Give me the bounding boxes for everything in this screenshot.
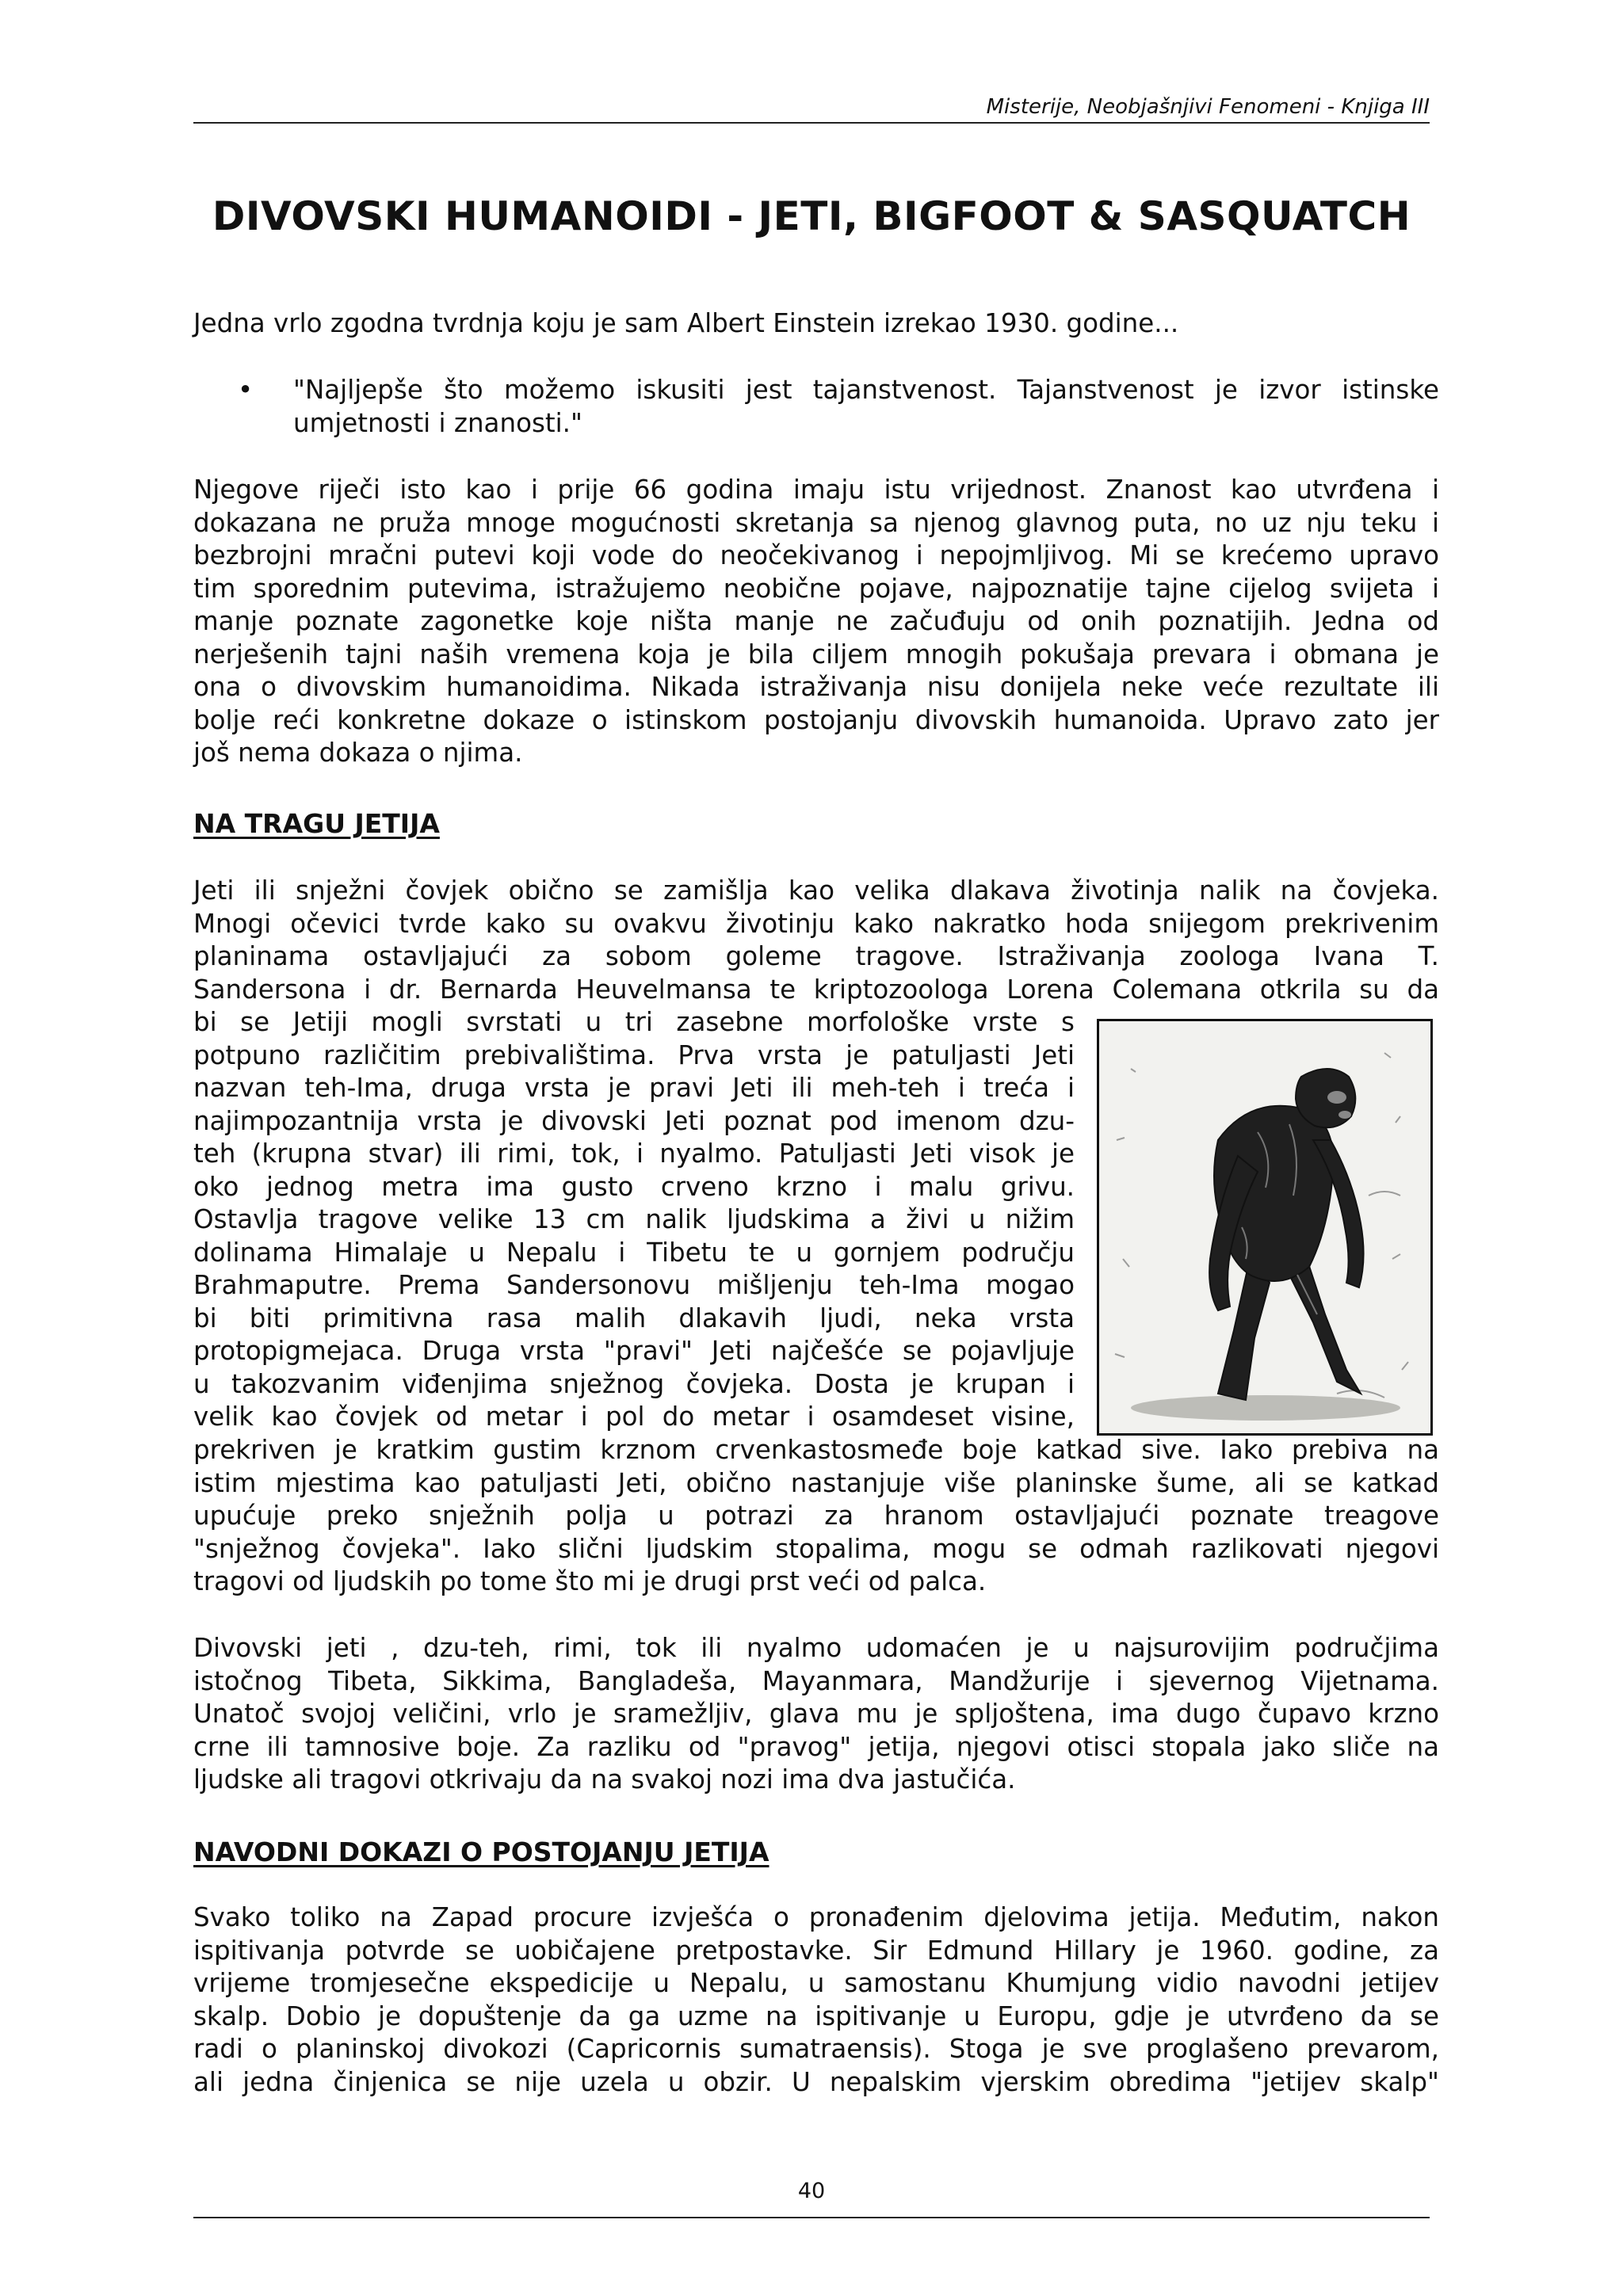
bullet-icon: • — [238, 375, 254, 405]
text-line: Jeti ili snježni čovjek obično se zamišlja kao velika dlakava životinja nalik na čovjeka. — [193, 875, 1439, 906]
text-line: u takozvanim viđenjima snježnog čovjeka. Dosta je krupan i — [193, 1368, 1075, 1399]
text-line: ali jedna činjenica se nije uzela u obzir. U nepalskim vjerskim obredima "jetijev skalp" — [193, 2066, 1439, 2097]
text-line: ljudske ali tragovi otkrivaju da na svakoj nozi ima dva jastučića. — [193, 1764, 1016, 1794]
text-line: tragovi od ljudskih po tome što mi je drugi prst veći od palca. — [193, 1566, 987, 1596]
text-line: potpuno različitim prebivalištima. Prva vrsta je patuljasti Jeti — [193, 1039, 1075, 1070]
text-line: planinama ostavljajući za sobom goleme tragove. Istraživanja zoologa Ivana T. — [193, 941, 1439, 971]
text-line: najimpozantnija vrsta je divovski Jeti poznat pod imenom dzu- — [193, 1105, 1075, 1136]
text-line: Unatoč svojoj veličini, vrlo je sramežljiv, glava mu je spljoštena, ima dugo čupavo krzno — [193, 1699, 1439, 1729]
text-line: radi o planinskoj divokozi (Capricornis sumatraensis). Stoga je sve proglašeno prevarom, — [193, 2034, 1439, 2064]
intro-paragraph: Jedna vrlo zgodna tvrdnja koju je sam Albert Einstein izrekao 1930. godine... — [193, 308, 1179, 338]
text-line: Mnogi očevici tvrde kako su ovakvu životinju kako nakratko hoda snijegom prekrivenim — [193, 908, 1439, 939]
text-line: "snježnog čovjeka". Iako slični ljudskim stopalima, mogu se odmah razlikovati njegovi — [193, 1533, 1439, 1564]
text-line: Svako toliko na Zapad procure izvješća o pronađenim djelovima jetija. Međutim, nakon — [193, 1902, 1439, 1932]
text-line: Sandersona i dr. Bernarda Heuvelmansa te kriptozoologa Lorena Colemana otkrila su da — [193, 974, 1439, 1005]
text-line: Ostavlja tragove velike 13 cm nalik ljudskima a živi u nižim — [193, 1204, 1075, 1234]
paragraph-dokazi — [193, 1901, 1439, 2099]
page-number: 40 — [797, 2179, 826, 2203]
text-line: manje poznate zagonetke koje ništa manje ne začuđuju od onih poznatijih. Jedna od — [193, 606, 1439, 636]
paragraph-jeti-continued — [193, 1434, 1439, 1599]
text-line: umjetnosti i znanosti." — [293, 407, 582, 438]
text-line: vrijeme tromjesečne ekspedicije u Nepalu, u samostanu Khumjung vidio navodni jetijev — [193, 1968, 1439, 1998]
page-title: DIVOVSKI HUMANOIDI - JETI, BIGFOOT & SASQUATCH — [212, 193, 1411, 239]
text-line: dolinama Himalaje u Nepalu i Tibetu te u gornjem području — [193, 1237, 1075, 1268]
text-line: "Najljepše što možemo iskusiti jest tajanstvenost. Tajanstvenost je izvor istinske — [293, 375, 1439, 405]
paragraph-einstein — [193, 474, 1439, 770]
quote-text — [293, 374, 1439, 440]
text-line: ona o divovskim humanoidima. Nikada istraživanja nisu donijela neke veće rezultate ili — [193, 672, 1439, 702]
text-line: Divovski jeti , dzu-teh, rimi, tok ili nyalmo udomaćen je u najsurovijim područjima — [193, 1633, 1439, 1663]
paragraph-jeti-intro — [193, 875, 1439, 1006]
section-heading-na-tragu-jetija: NA TRAGU JETIJA — [193, 808, 440, 839]
text-line: istočnog Tibeta, Sikkima, Bangladeša, Mayanmara, Mandžurije i sjevernog Vijetnama. — [193, 1665, 1439, 1696]
page-header — [193, 93, 1430, 124]
text-line: nerješenih tajni naših vremena koja je bila ciljem mnogih pokušaja prevara i obmana je — [193, 639, 1439, 669]
running-header: Misterije, Neobjašnjivi Fenomeni - Knjiga III — [986, 95, 1430, 119]
yeti-illustration-icon — [1099, 1021, 1430, 1433]
section-heading-navodni-dokazi: NAVODNI DOKAZI O POSTOJANJU JETIJA — [193, 1836, 769, 1867]
text-line: skalp. Dobio je dopuštenje da ga uzme na ispitivanje u Europu, gdje je utvrđeno da se — [193, 2000, 1439, 2031]
paragraph-jeti-wrapped — [193, 1006, 1075, 1434]
text-line: bezbrojni mračni putevi koji vode do neočekivanog i nepojmljivog. Mi se krećemo upravo — [193, 540, 1439, 570]
text-line: crne ili tamnosive boje. Za razliku od "pravog" jetija, njegovi otisci stopala jako sliče na — [193, 1731, 1439, 1762]
text-line: dokazana ne pruža mnoge mogućnosti skretanja sa njenog glavnog puta, no uz nju teku i — [193, 507, 1439, 538]
text-line: bi se Jetiji mogli svrstati u tri zasebne morfološke vrste s — [193, 1007, 1075, 1037]
text-line: oko jednog metra ima gusto crveno krzno i malu grivu. — [193, 1171, 1075, 1202]
text-line: tim sporednim putevima, istražujemo neobične pojave, najpoznatije tajne cijelog svijeta i — [193, 573, 1439, 604]
text-line: još nema dokaza o njima. — [193, 738, 523, 768]
text-line: istim mjestima kao patuljasti Jeti, obično nastanjuje više planinske šume, ali se katkad — [193, 1467, 1439, 1498]
text-line: teh (krupna stvar) ili rimi, tok, i nyalmo. Patuljasti Jeti visok je — [193, 1138, 1075, 1169]
footer-rule — [193, 2217, 1430, 2218]
text-line: prekriven je kratkim gustim krznom crvenkastosmeđe boje katkad sive. Iako prebiva na — [193, 1435, 1439, 1465]
text-line: bolje reći konkretne dokaze o istinskom postojanju divovskih humanoida. Upravo zato jer — [193, 704, 1439, 735]
text-line: Njegove riječi isto kao i prije 66 godina imaju istu vrijednost. Znanost kao utvrđena i — [193, 475, 1439, 505]
text-line: ispitivanja potvrde se uobičajene pretpostavke. Sir Edmund Hillary je 1960. godine, za — [193, 1935, 1439, 1966]
text-line: upućuje preko snježnih polja u potrazi za hranom ostavljajući poznate treagove — [193, 1501, 1439, 1531]
yeti-illustration — [1097, 1019, 1433, 1436]
text-line: nazvan teh-Ima, druga vrsta je pravi Jeti ili meh-teh i treća i — [193, 1073, 1075, 1103]
text-line: protopigmejaca. Druga vrsta "pravi" Jeti najčešće se pojavljuje — [193, 1336, 1075, 1366]
paragraph-divovski-jeti — [193, 1632, 1439, 1797]
text-line: Brahmaputre. Prema Sandersonovu mišljenju teh-Ima mogao — [193, 1270, 1075, 1300]
text-line: bi biti primitivna rasa malih dlakavih ljudi, neka vrsta — [193, 1302, 1075, 1333]
text-line: velik kao čovjek od metar i pol do metar i osamdeset visine, — [193, 1402, 1075, 1432]
